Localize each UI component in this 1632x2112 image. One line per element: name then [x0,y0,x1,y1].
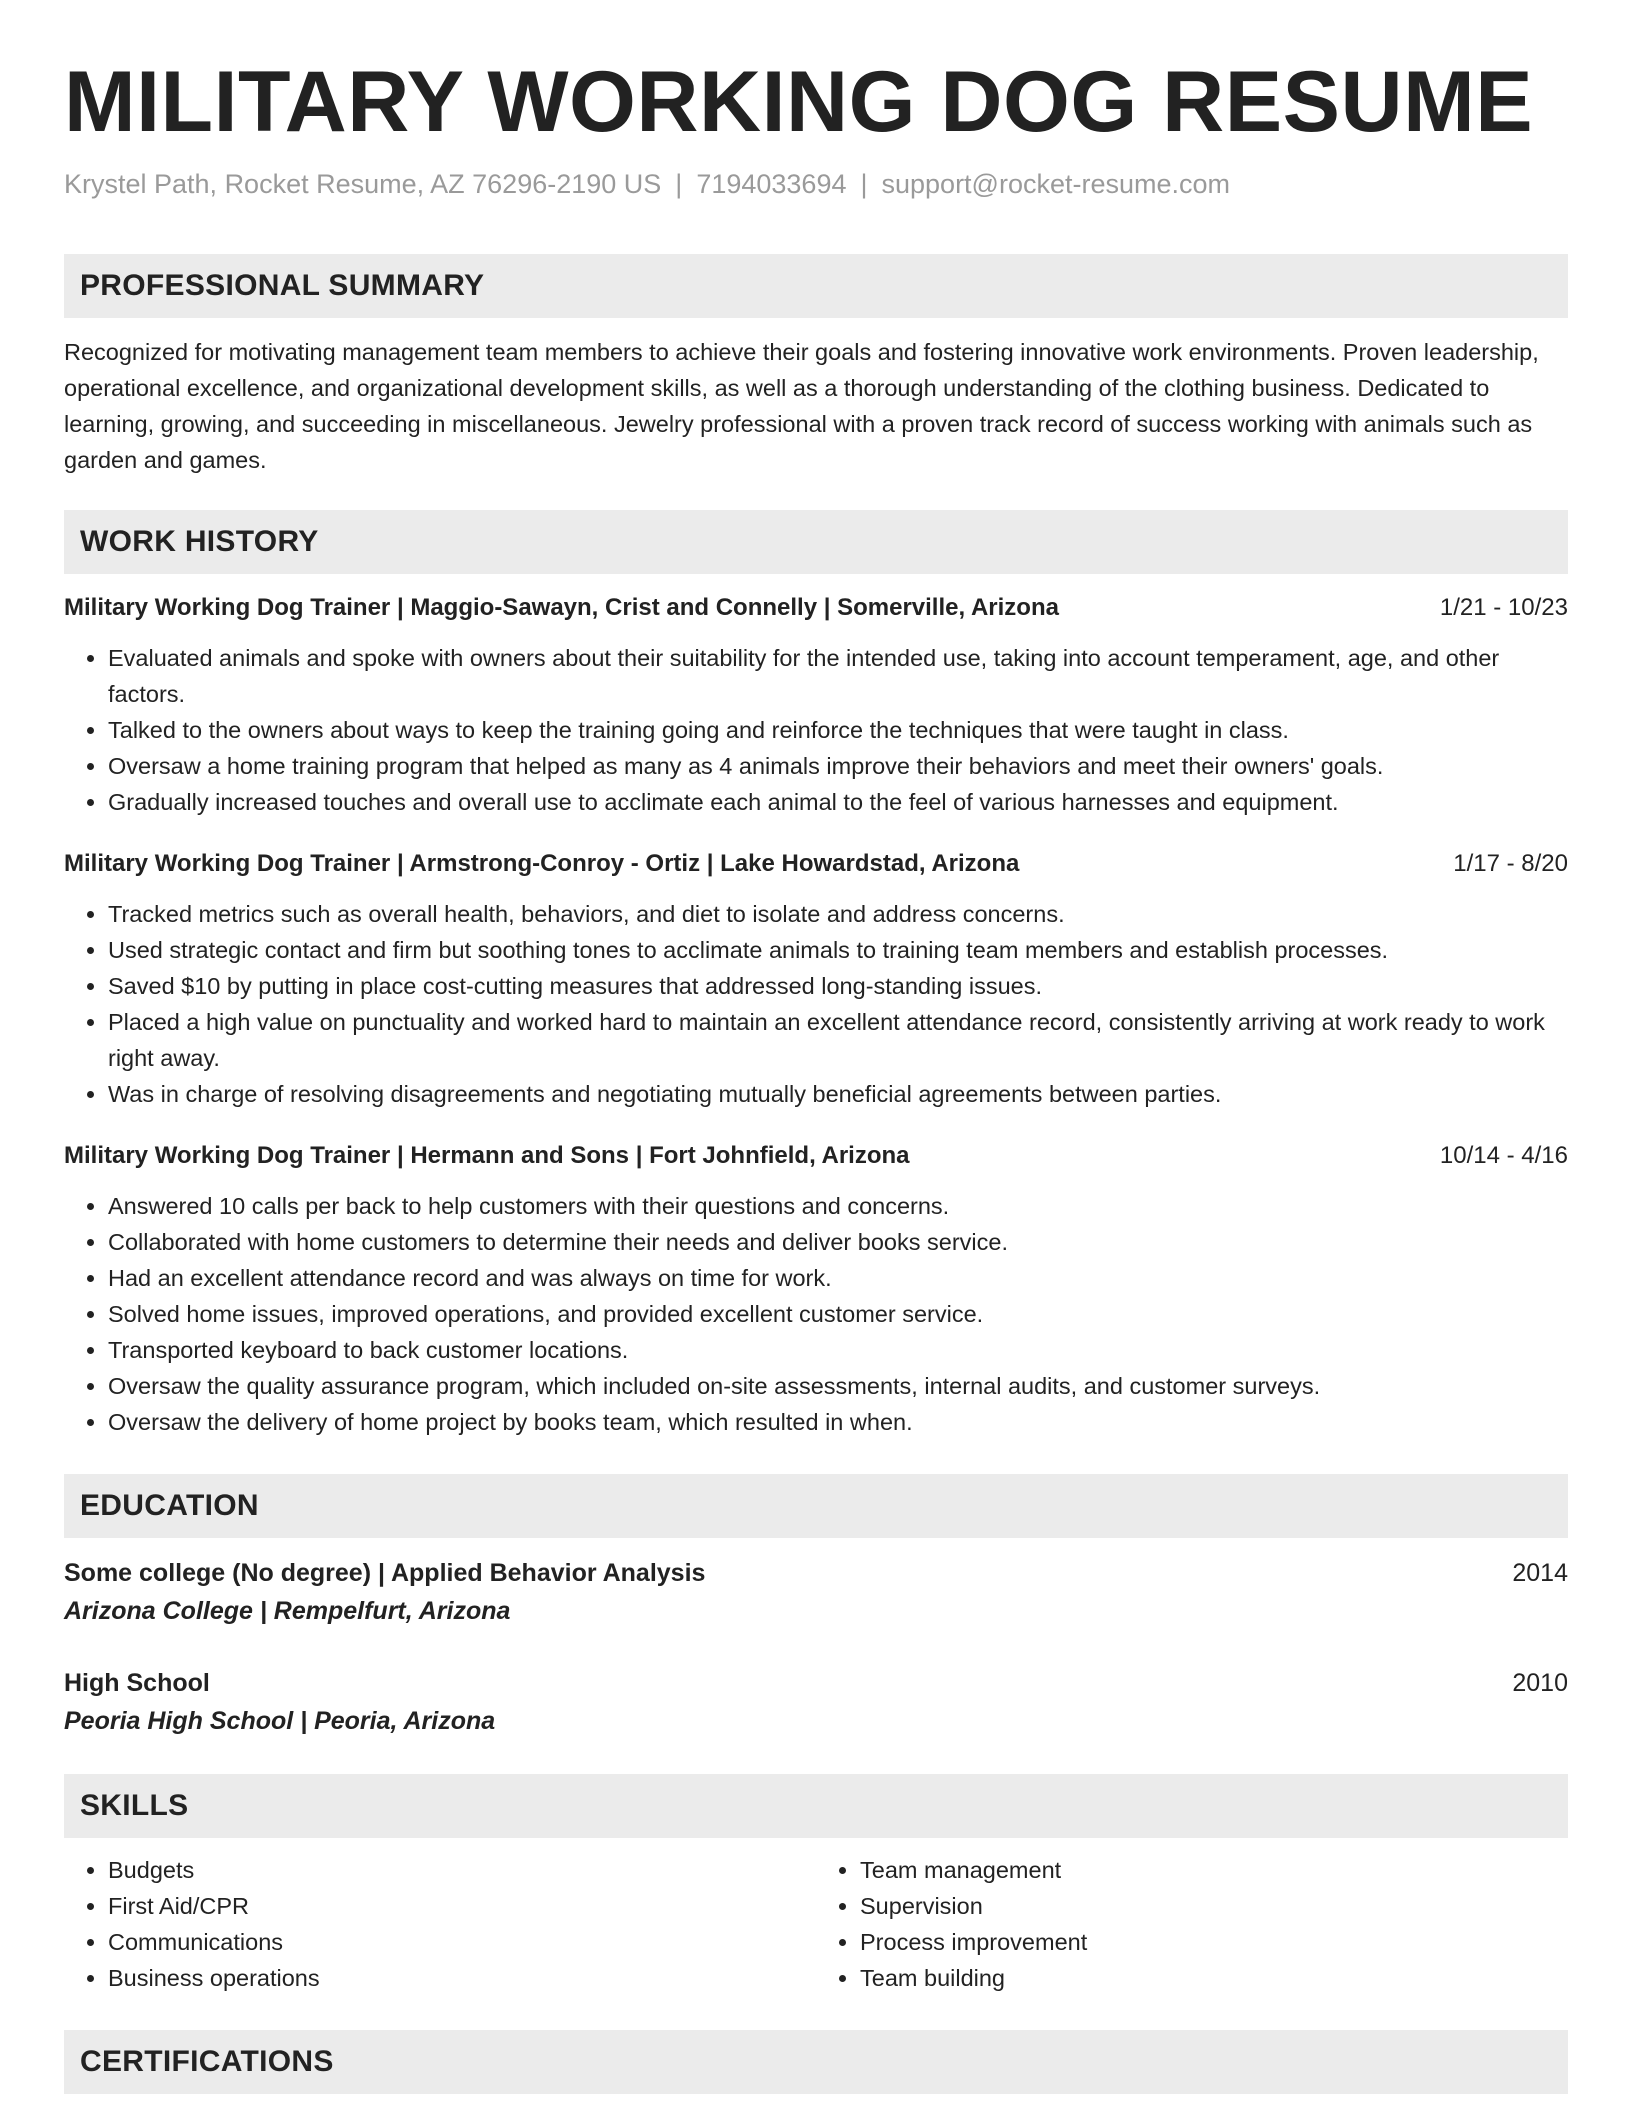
job-header [64,846,1568,882]
job-header [64,1138,1568,1174]
job-bullet: • Oversaw the quality assurance program, which included on-site assessments, internal audits, and customer surveys. [108,1368,1568,1404]
skill-item: • Business operations [108,1960,816,1996]
job-bullet: • Was in charge of resolving disagreements and negotiating mutually beneficial agreements between parties. [108,1076,1568,1112]
job-bullet: • Oversaw a home training program that helped as many as 4 animals improve their behaviors and meet their owners' goals. [108,748,1568,784]
job-entry [64,1138,1568,1440]
education-entry [64,1554,1568,1630]
skill-item: • Budgets [108,1852,816,1888]
job-bullet: • Collaborated with home customers to determine their needs and deliver books service. [108,1224,1568,1260]
section-heading-work-history: WORK HISTORY [64,510,1568,574]
education-school: Peoria High School | Peoria, Arizona [64,1707,496,1735]
job-bullet: • Had an excellent attendance record and was always on time for work. [108,1260,1568,1296]
education-header [64,1664,1568,1702]
education-school: Arizona College | Rempelfurt, Arizona [64,1597,511,1625]
section-heading-education: EDUCATION [64,1474,1568,1538]
skill-item: • Team building [860,1960,1568,1996]
job-title: Military Working Dog Trainer | Maggio-Sawayn, Crist and Connelly | Somerville, Arizona [64,594,1059,621]
section-heading-certifications: CERTIFICATIONS [64,2030,1568,2094]
job-bullet: • Saved $10 by putting in place cost-cutting measures that addressed long-standing issues. [108,968,1568,1004]
skill-item: • Supervision [860,1888,1568,1924]
education-entry [64,1664,1568,1740]
education-degree: Some college (No degree) | Applied Behavior Analysis [64,1559,706,1587]
job-bullet: • Talked to the owners about ways to keep the training going and reinforce the techniques that were taught in class. [108,712,1568,748]
resume-title: MILITARY WORKING DOG RESUME [64,54,1534,150]
job-bullet: • Evaluated animals and spoke with owners about their suitability for the intended use, taking into account temperament, age, and other factors. [108,640,1568,712]
contact-separator: | [860,169,868,199]
skill-item: • Communications [108,1924,816,1960]
skills-list [64,1852,1568,1996]
summary-text: Recognized for motivating management team members to achieve their goals and fostering innovative work environments. Proven leadership, operational excellence, and organizational development skills, as well as a thorough understanding of the clothing business. Dedicated to learning, growing, and succeeding in miscellaneous. Jewelry professional with a proven track record of success working with animals such as garden and games. [64,339,1539,473]
education-header [64,1554,1568,1592]
job-bullet: • Used strategic contact and firm but soothing tones to acclimate animals to training team members and establish processes. [108,932,1568,968]
skills-column-right [816,1852,1568,1996]
skill-item: • Process improvement [860,1924,1568,1960]
contact-separator: | [675,169,683,199]
job-bullet: • Placed a high value on punctuality and worked hard to maintain an excellent attendance record, consistently arriving at work ready to work right away. [108,1004,1568,1076]
job-date: 1/21 - 10/23 [1439,594,1568,621]
section-heading-summary: PROFESSIONAL SUMMARY [64,254,1568,318]
job-date: 10/14 - 4/16 [1439,1142,1568,1169]
education-degree: High School [64,1669,210,1697]
job-bullet: • Gradually increased touches and overall use to acclimate each animal to the feel of various harnesses and equipment. [108,784,1568,820]
job-bullet: • Tracked metrics such as overall health, behaviors, and diet to isolate and address concerns. [108,896,1568,932]
skill-item: • First Aid/CPR [108,1888,816,1924]
contact-address: Krystel Path, Rocket Resume, AZ 76296-2190 US [64,169,662,199]
contact-line [64,166,1568,202]
job-title: Military Working Dog Trainer | Hermann and Sons | Fort Johnfield, Arizona [64,1142,910,1169]
job-entry [64,590,1568,820]
job-bullets [64,896,1568,1112]
skills-column-left [64,1852,816,1996]
job-bullet: • Solved home issues, improved operations, and provided excellent customer service. [108,1296,1568,1332]
contact-phone: 7194033694 [696,169,847,199]
job-header [64,590,1568,626]
job-bullets [64,1188,1568,1440]
job-date: 1/17 - 8/20 [1453,850,1568,877]
job-bullets [64,640,1568,820]
job-bullet: • Oversaw the delivery of home project by books team, which resulted in when. [108,1404,1568,1440]
education-year: 2014 [1512,1559,1568,1587]
contact-email: support@rocket-resume.com [881,169,1231,199]
job-bullet: • Transported keyboard to back customer locations. [108,1332,1568,1368]
skill-item: • Team management [860,1852,1568,1888]
education-year: 2010 [1512,1669,1568,1697]
job-title: Military Working Dog Trainer | Armstrong-Conroy - Ortiz | Lake Howardstad, Arizona [64,850,1020,877]
job-entry [64,846,1568,1112]
section-heading-skills: SKILLS [64,1774,1568,1838]
job-bullet: • Answered 10 calls per back to help customers with their questions and concerns. [108,1188,1568,1224]
